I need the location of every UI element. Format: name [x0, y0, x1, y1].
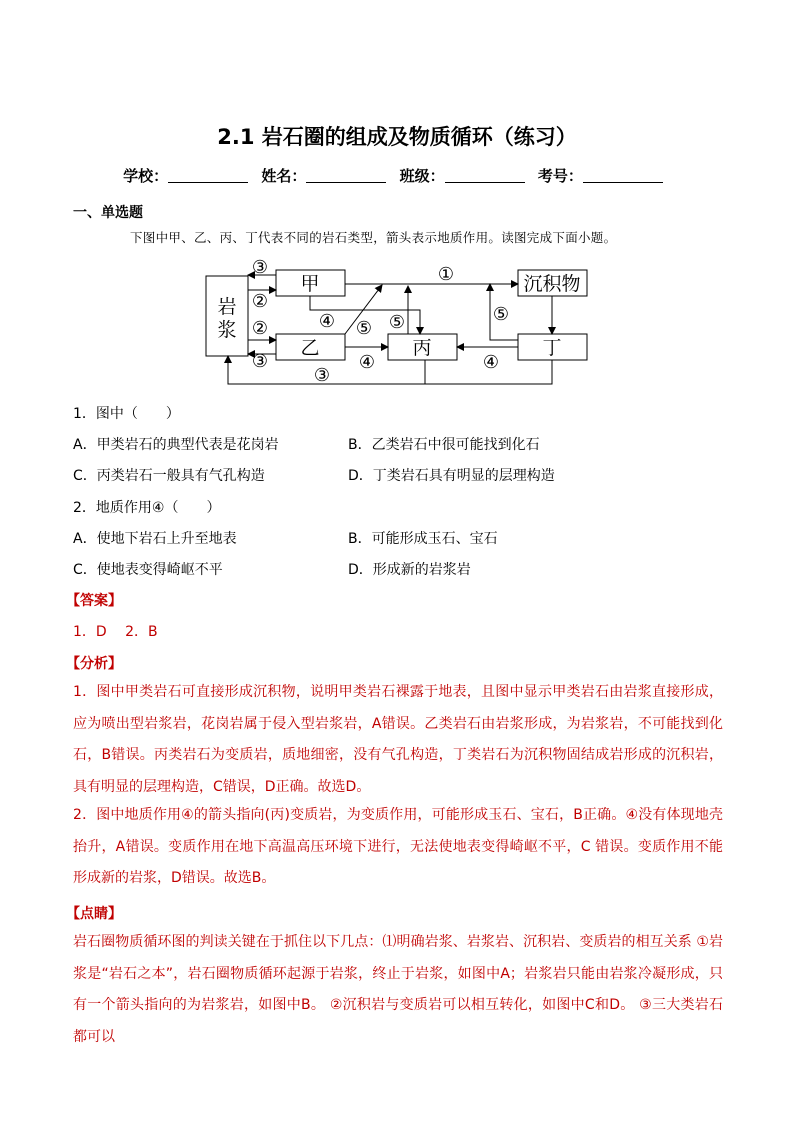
name-blank[interactable] [306, 168, 386, 183]
analysis-q1: 1．图中甲类岩石可直接形成沉积物，说明甲类岩石裸露于地表，且图中显示甲类岩石由岩浆直接形成，应为喷出型岩浆岩，花岗岩属于侵入型岩浆岩，A错误。乙类岩石由岩浆形成，为岩浆岩，不可能找到化石，B错误。丙类岩石为变质岩，质地细密，没有气孔构造，丁类岩石为沉积物固结成岩形成的沉积岩，具有明显的层理构造，C错误，D正确。故选D。 [73, 684, 723, 795]
analysis-header: 【分析】 [66, 656, 122, 672]
name-label: 姓名： [261, 167, 307, 185]
answer-header: 【答案】 [66, 593, 122, 609]
exam-number-blank[interactable] [583, 168, 663, 183]
q1-option-b[interactable]: B．乙类岩石中很可能找到化石 [348, 437, 540, 453]
exam-number-label: 考号： [537, 167, 583, 185]
q1-option-d[interactable]: D．丁类岩石具有明显的层理构造 [348, 468, 555, 484]
school-label: 学校： [123, 167, 169, 185]
rock-cycle-diagram [200, 256, 600, 386]
num-3-mid: ③ [251, 351, 269, 372]
ding-label: 丁 [542, 337, 562, 359]
num-5-mid: ⑤ [388, 312, 406, 333]
q2-option-c[interactable]: C．使地表变得崎岖不平 [73, 562, 223, 578]
q2-option-b[interactable]: B．可能形成玉石、宝石 [348, 531, 498, 547]
q1-option-c[interactable]: C．丙类岩石一般具有气孔构造 [73, 468, 265, 484]
student-info-line [0, 165, 794, 186]
num-2-bottom: ② [251, 318, 269, 339]
tips-header: 【点睛】 [66, 906, 122, 922]
num-1: ① [437, 264, 455, 285]
q1-option-a[interactable]: A．甲类岩石的典型代表是花岗岩 [73, 437, 279, 453]
q2-stem: 2．地质作用④（ ） [73, 500, 221, 516]
num-2-top: ② [251, 291, 269, 312]
school-blank[interactable] [168, 168, 248, 183]
class-blank[interactable] [445, 168, 525, 183]
q2-option-d[interactable]: D．形成新的岩浆岩 [348, 562, 471, 578]
yi-label: 乙 [300, 337, 320, 359]
magma-label-2: 浆 [217, 319, 237, 341]
num-5-left: ⑤ [355, 318, 373, 339]
page-title: 2.1 岩石圈的组成及物质循环（练习） [217, 125, 577, 149]
num-3-top: ③ [251, 257, 269, 278]
sediment-label: 沉积物 [523, 273, 581, 295]
bing-label: 丙 [412, 337, 432, 359]
magma-label-1: 岩 [217, 296, 237, 318]
section-heading: 一、单选题 [73, 205, 143, 221]
analysis-q2: 2．图中地质作用④的箭头指向(丙)变质岩，为变质作用，可能形成玉石、宝石，B正确。④没有体现地壳抬升，A错误。变质作用在地下高温高压环境下进行，无法使地表变得崎岖不平，C 错误。变质作用不能形成新的岩浆，D错误。故选B。 [73, 807, 723, 886]
class-label: 班级： [399, 167, 445, 185]
num-3-bottom: ③ [313, 365, 331, 386]
num-4-right: ④ [482, 352, 500, 373]
jia-label: 甲 [300, 273, 320, 295]
tips-text: 岩石圈物质循环图的判读关键在于抓住以下几点：⑴明确岩浆、岩浆岩、沉积岩、变质岩的相互关系 ①岩浆是“岩石之本”，岩石圈物质循环起源于岩浆，终止于岩浆，如图中A；岩浆岩只能由岩浆冷凝形成，只有一个箭头指向的为岩浆岩，如图中B。 ②沉积岩与变质岩可以相互转化，如图中C和D。 ③三大类岩石都可以 [73, 934, 723, 1045]
num-5-right: ⑤ [492, 304, 510, 325]
num-4-top: ④ [318, 311, 336, 332]
answer-text: 1．D 2．B [73, 624, 158, 640]
num-4-mid: ④ [358, 352, 376, 373]
question-intro: 下图中甲、乙、丙、丁代表不同的岩石类型，箭头表示地质作用。读图完成下面小题。 [130, 230, 617, 245]
q2-option-a[interactable]: A．使地下岩石上升至地表 [73, 531, 237, 547]
q1-stem: 1．图中（ ） [73, 406, 180, 422]
